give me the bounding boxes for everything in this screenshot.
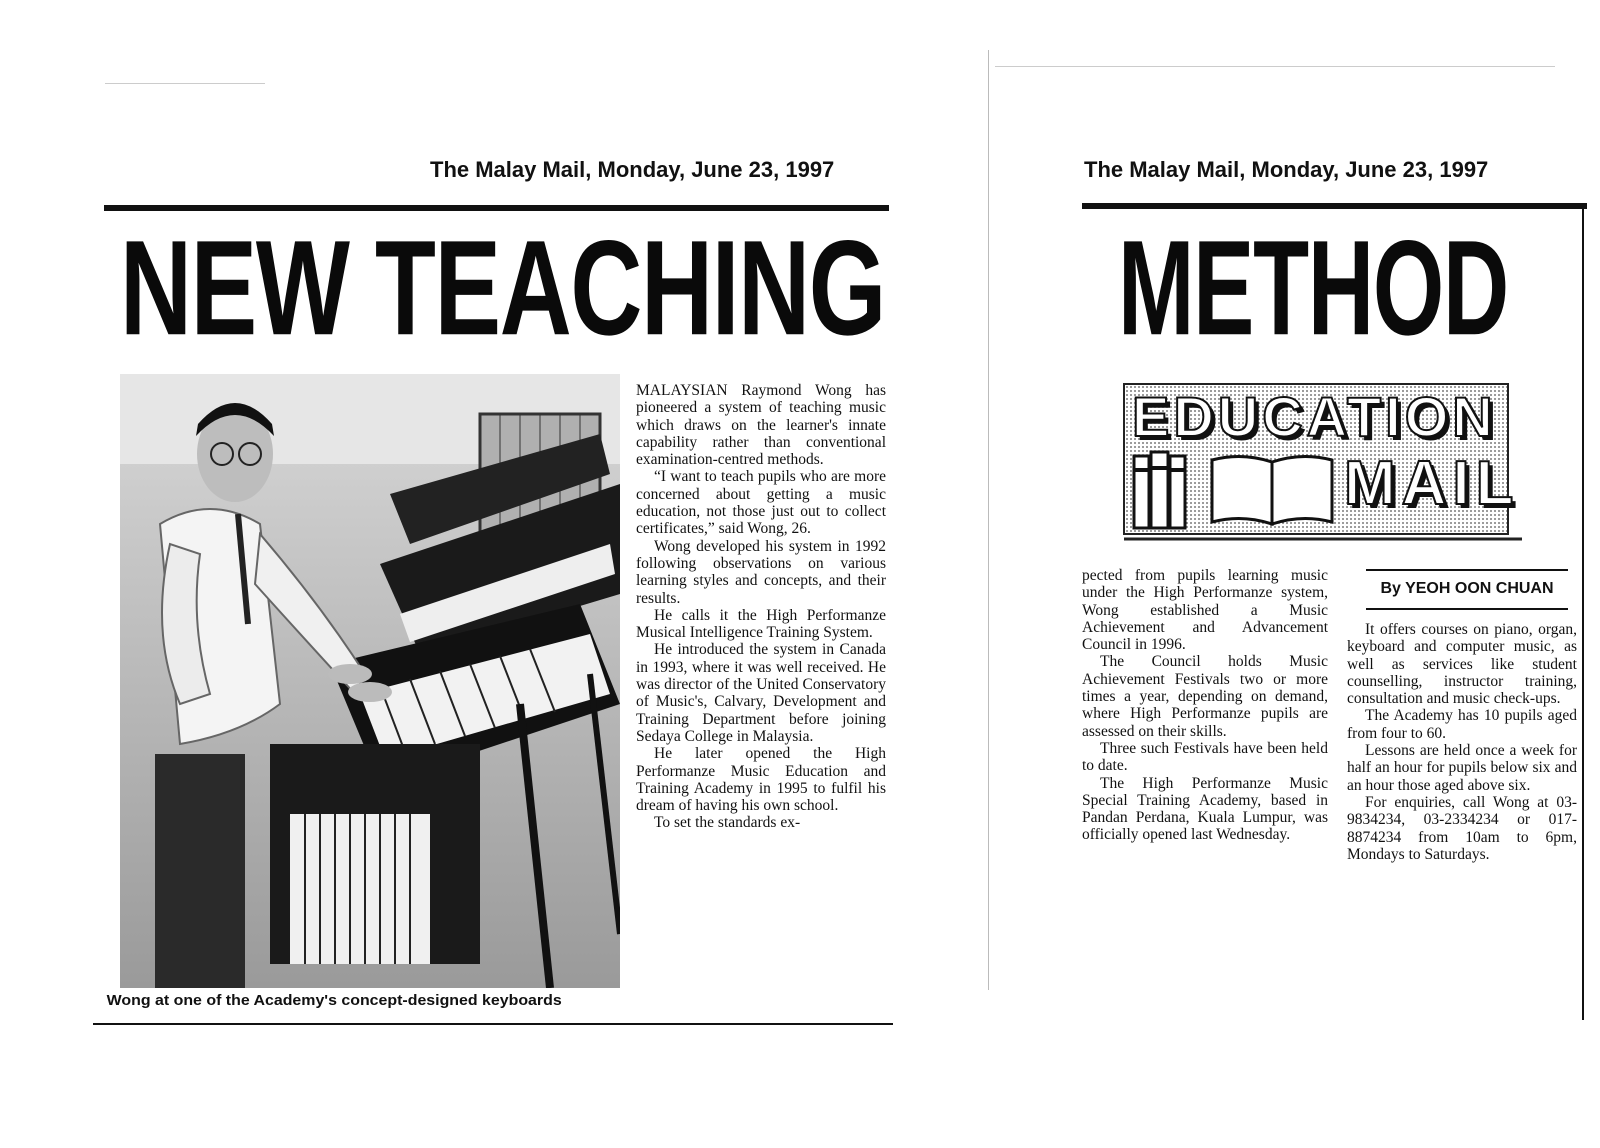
- byline: By YEOH OON CHUAN: [1380, 580, 1554, 597]
- paragraph: For enquiries, call Wong at 03-9834234, 03-2334234 or 017-8874234 from 10am to 6pm, Mondays to Saturdays.: [1347, 793, 1577, 863]
- left-bottom-rule: [93, 1023, 893, 1025]
- right-edge-rule: [1582, 205, 1584, 1020]
- paragraph: It offers courses on piano, organ, keyboard and computer music, as well as services like student counselling, instructor training, consultation and music check-ups.: [1347, 621, 1577, 708]
- scan-line: [995, 66, 1555, 67]
- paragraph: MALAYSIAN Raymond Wong has pioneered a system of teaching music which draws on the learner's innate capability rather than conventional examination-centred methods.: [636, 382, 886, 469]
- photo-illustration: [120, 374, 620, 988]
- keyboard-photo: [120, 374, 620, 988]
- paragraph: He introduced the system in Canada in 1993, where it was well received. He was director of the United Conservatory of Music's, Calvary, Development and Training Department before joining Sedaya College in Malaysia.: [636, 641, 886, 745]
- left-article-column: [636, 382, 886, 832]
- byline-bottom-rule: [1366, 608, 1568, 610]
- right-top-rule: [1082, 203, 1587, 209]
- right-headline: METHOD: [1118, 211, 1508, 364]
- paragraph: Lessons are held once a week for half an hour for pupils below six and an hour those aged above six.: [1347, 742, 1577, 794]
- scan-line: [105, 83, 265, 84]
- paragraph: pected from pupils learning music under the High Performanze system, Wong established a Music Achievement and Advancement Council in 1996.: [1082, 567, 1328, 654]
- paragraph: Wong developed his system in 1992 following observations on various learning styles and concepts, and their results.: [636, 537, 886, 607]
- left-dateline: The Malay Mail, Monday, June 23, 1997: [430, 157, 835, 182]
- education-mail-logo: [1122, 382, 1522, 544]
- byline-top-rule: [1366, 569, 1568, 571]
- right-article-column-2: [1347, 621, 1577, 863]
- paragraph: The Academy has 10 pupils aged from four to 60.: [1347, 707, 1577, 742]
- logo-line1: EDUCATION: [1132, 385, 1497, 448]
- paragraph: Three such Festivals have been held to date.: [1082, 739, 1328, 775]
- paragraph: The Council holds Music Achievement Festivals two or more times a year, depending on demand, where High Performanze pupils are assessed on their skills.: [1082, 653, 1328, 740]
- paragraph: He later opened the High Performanze Music Education and Training Academy in 1995 to fulfil his dream of having his own school.: [636, 745, 886, 815]
- right-article-column-1: [1082, 567, 1328, 844]
- paragraph: “I want to teach pupils who are more concerned about getting a music education, not those just out to collect certificates,” said Wong, 26.: [636, 468, 886, 538]
- photo-caption: Wong at one of the Academy's concept-designed keyboards: [106, 993, 562, 1009]
- paragraph: To set the standards ex-: [654, 814, 801, 832]
- right-dateline: The Malay Mail, Monday, June 23, 1997: [1084, 157, 1489, 182]
- logo-line2: MAIL: [1344, 449, 1520, 518]
- paragraph: He calls it the High Performanze Musical Intelligence Training System.: [636, 606, 886, 642]
- left-headline: NEW TEACHING: [120, 211, 885, 364]
- page-divider: [988, 50, 989, 990]
- paragraph: The High Performanze Music Special Training Academy, based in Pandan Perdana, Kuala Lumpur, was officially opened last Wednesday.: [1082, 774, 1328, 844]
- left-top-rule: [104, 205, 889, 211]
